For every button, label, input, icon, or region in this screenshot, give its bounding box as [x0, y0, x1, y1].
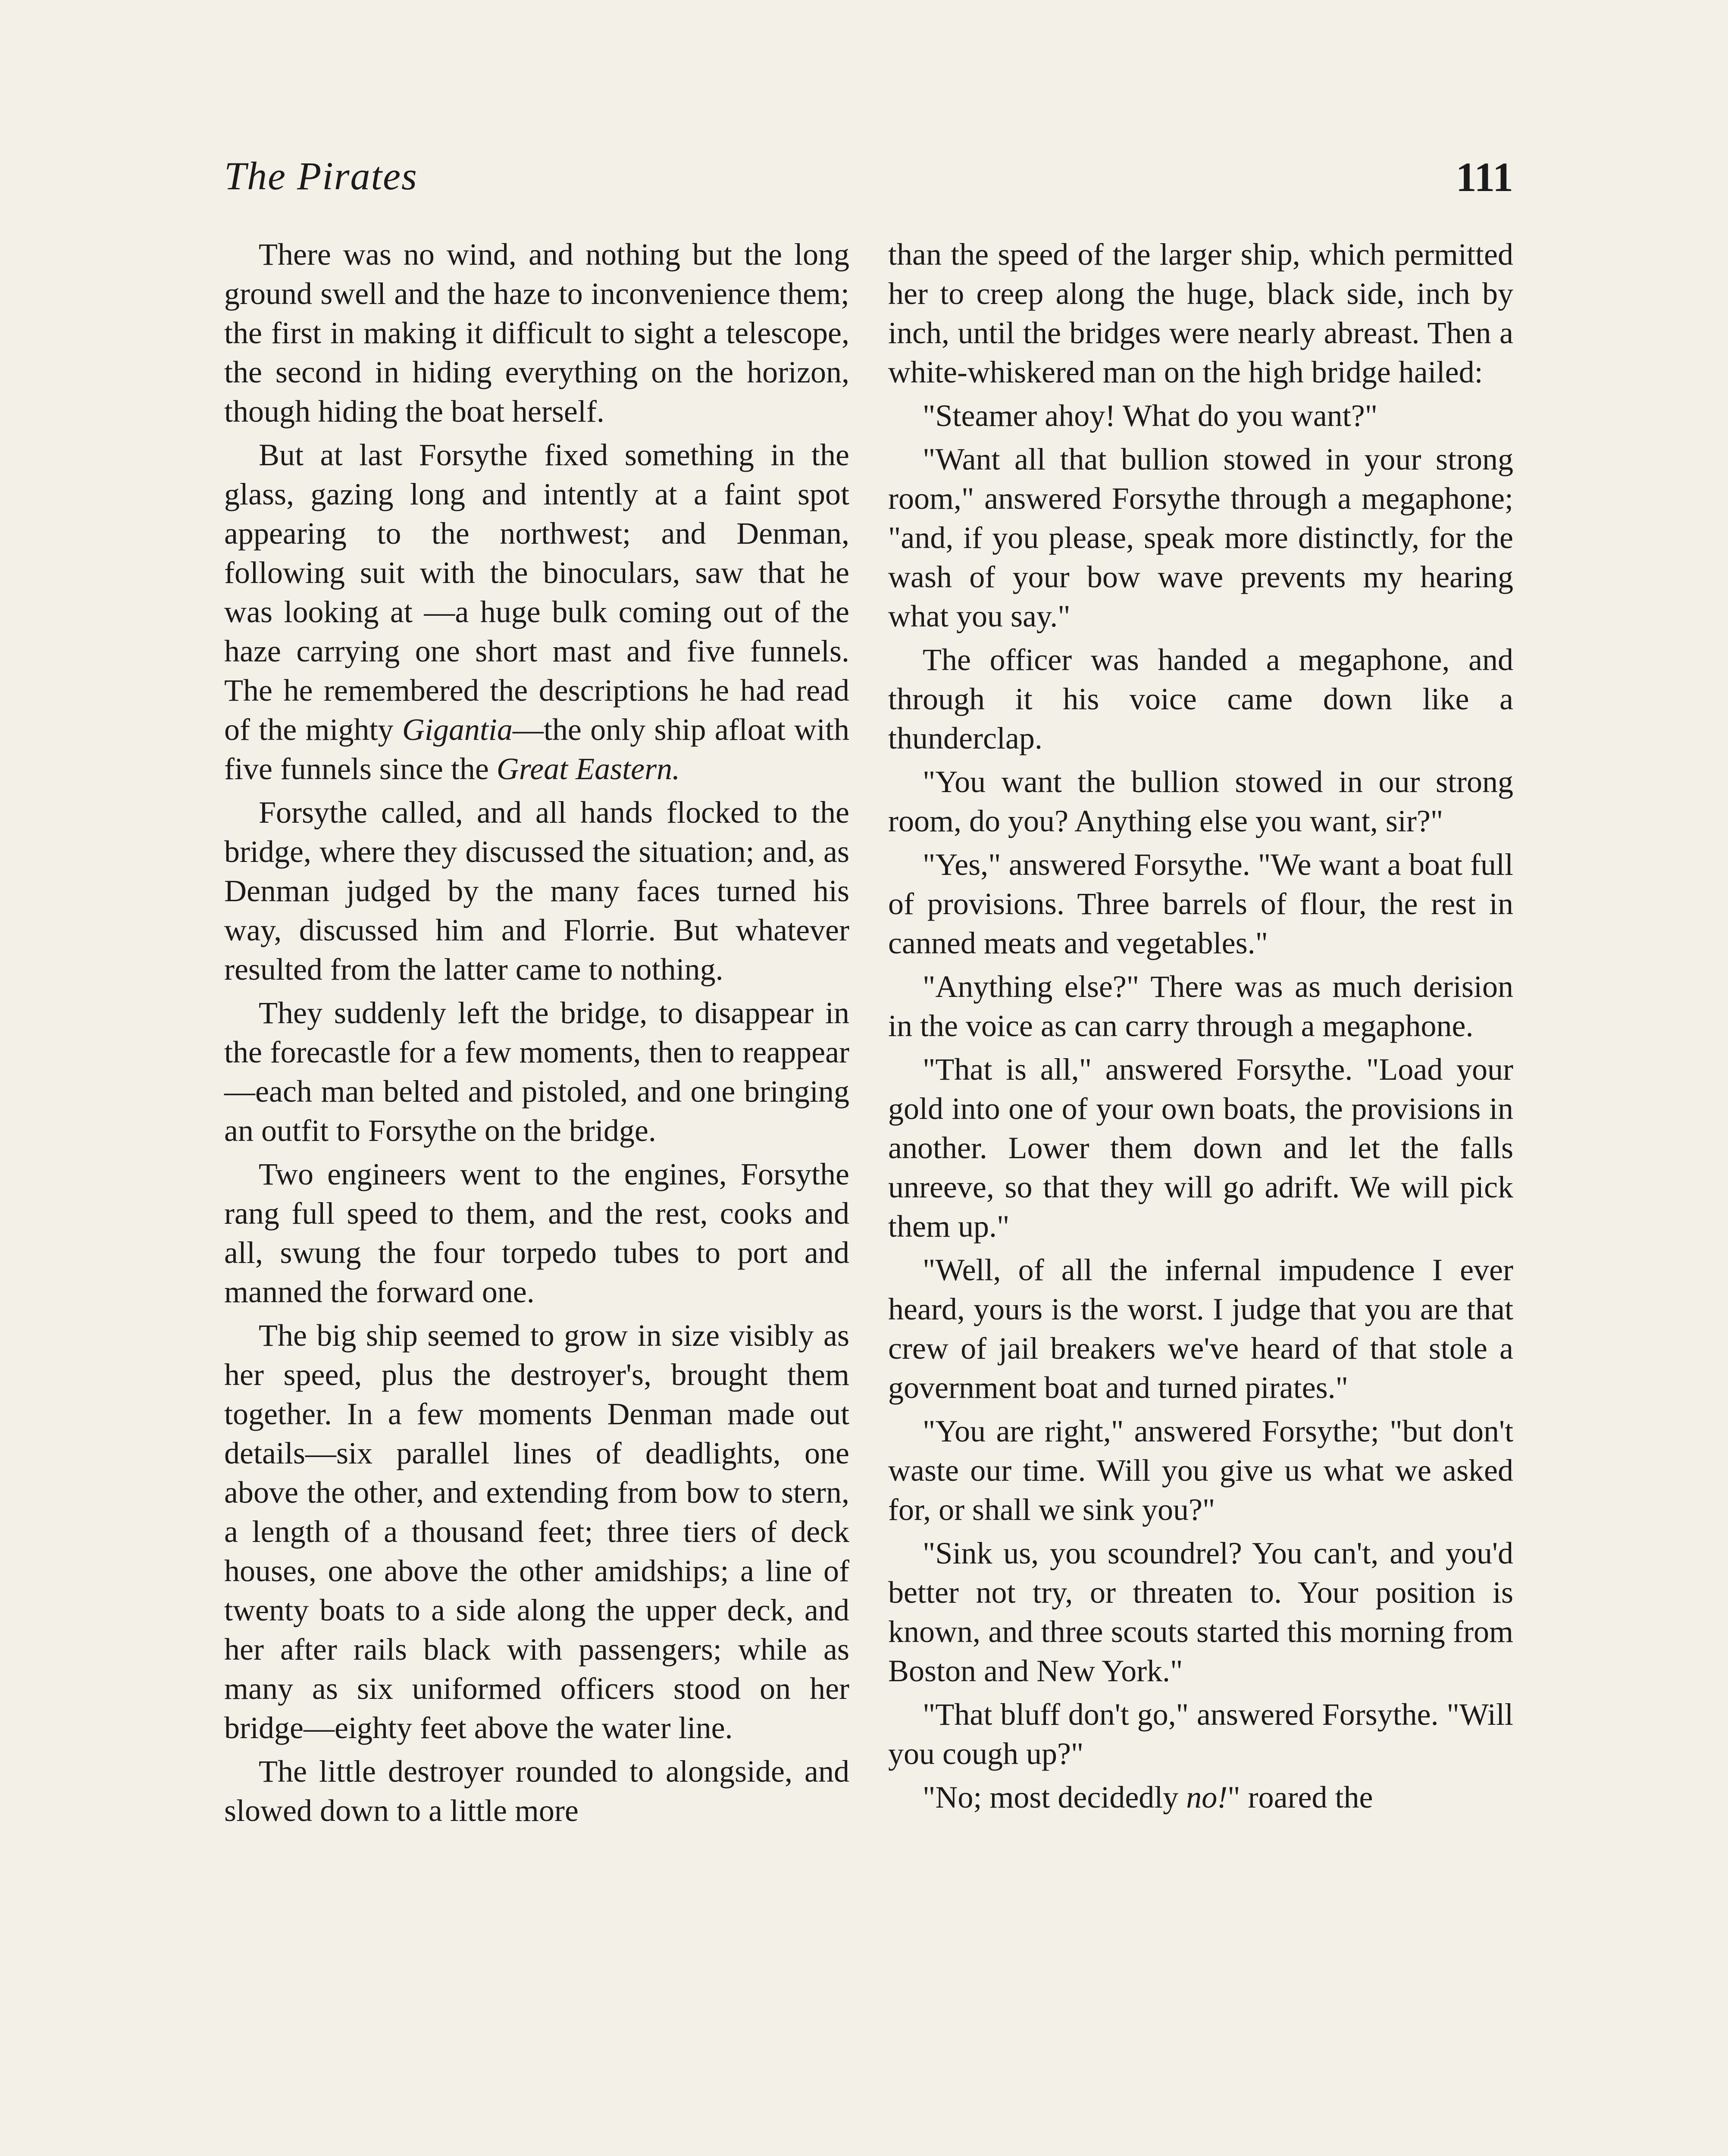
page-number: 111 — [1456, 154, 1513, 200]
paragraph: They suddenly left the bridge, to disappear in the forecastle for a few moments, then to reappear—each man belted and pistoled, and one bringing an outfit to Forsythe on the bridge. — [224, 996, 849, 1148]
paragraph: "Well, of all the infernal impudence I ever heard, yours is the worst. I judge that you are that crew of jail breakers we've heard of that stole a government boat and turned pirates." — [888, 1253, 1513, 1405]
paragraph: Forsythe called, and all hands flocked to the bridge, where they discussed the situation; and, as Denman judged by the many faces turned his way, discussed him and Florrie. But whatever resulted from the latter came to nothing. — [224, 795, 849, 987]
text-run: But at last Forsythe fixed something in the glass, gazing long and intently at a faint spot appearing to the northwest; and Denman, following suit with the binoculars, saw that he was looking at —a huge bulk coming out of the haze carrying one short mast and five funnels. The he remembered the descriptions he had read of the mighty — [224, 438, 849, 747]
paragraph — [888, 1778, 1513, 1817]
paragraph: "You are right," answered Forsythe; "but don't waste our time. Will you give us what we asked for, or shall we sink you?" — [888, 1414, 1513, 1527]
text-run: " roared the — [1227, 1780, 1373, 1814]
paragraph: The officer was handed a megaphone, and through it his voice came down like a thunderclap. — [888, 642, 1513, 755]
paragraph — [224, 436, 849, 789]
paragraph: "Want all that bullion stowed in your strong room," answered Forsythe through a megaphone; "and, if you please, speak more distinctly, for the wash of your bow wave prevents my hearing what you say." — [888, 442, 1513, 633]
running-title: The Pirates — [224, 154, 418, 198]
paragraph: "Anything else?" There was as much derision in the voice as can carry through a megaphone. — [888, 969, 1513, 1043]
emphasis-italic: no! — [1186, 1780, 1228, 1814]
paragraph: "That is all," answered Forsythe. "Load your gold into one of your own boats, the provisions in another. Lower them down and let the falls unreeve, so that they will go adrift. We will pick them up." — [888, 1052, 1513, 1244]
ship-name-italic: Gigantia — [402, 712, 513, 747]
paragraph: "Yes," answered Forsythe. "We want a boat full of provisions. Three barrels of flour, the rest in canned meats and vegetables." — [888, 847, 1513, 960]
paragraph-continued: than the speed of the larger ship, which permitted her to creep along the huge, black side, inch by inch, until the bridges were nearly abreast. Then a white-whiskered man on the high bridge hailed: — [888, 237, 1513, 389]
text-run: —the only ship afloat with five funnels since the — [224, 712, 850, 786]
ship-name-italic: Great Eastern. — [496, 752, 680, 786]
left-column — [224, 235, 849, 1835]
paragraph: "Steamer ahoy! What do you want?" — [923, 398, 1378, 433]
paragraph: The big ship seemed to grow in size visibly as her speed, plus the destroyer's, brought them together. In a few moments Denman made out details—six parallel lines of deadlights, one above the other, and extending from bow to stern, a length of a thousand feet; three tiers of deck houses, one above the other amidships; a line of twenty boats to a side along the upper deck, and her after rails black with passengers; while as many as six uniformed officers stood on her bridge—eighty feet above the water line. — [224, 1318, 849, 1745]
paragraph: "That bluff don't go," answered Forsythe. "Will you cough up?" — [888, 1697, 1513, 1771]
running-head — [224, 153, 1513, 209]
paragraph: "Sink us, you scoundrel? You can't, and you'd better not try, or threaten to. Your position is known, and three scouts started this morning from Boston and New York." — [888, 1536, 1513, 1688]
paragraph: Two engineers went to the engines, Forsythe rang full speed to them, and the rest, cooks and all, swung the four torpedo tubes to port and manned the forward one. — [224, 1157, 849, 1309]
right-column — [888, 235, 1513, 1821]
text-run: "No; most decidedly — [923, 1780, 1186, 1814]
paragraph: There was no wind, and nothing but the long ground swell and the haze to inconvenience them; the first in making it difficult to sight a telescope, the second in hiding everything on the horizon, though hiding the boat herself. — [224, 237, 849, 429]
paragraph: "You want the bullion stowed in our strong room, do you? Anything else you want, sir?" — [888, 765, 1513, 838]
paragraph: The little destroyer rounded to alongside, and slowed down to a little more — [224, 1754, 849, 1828]
